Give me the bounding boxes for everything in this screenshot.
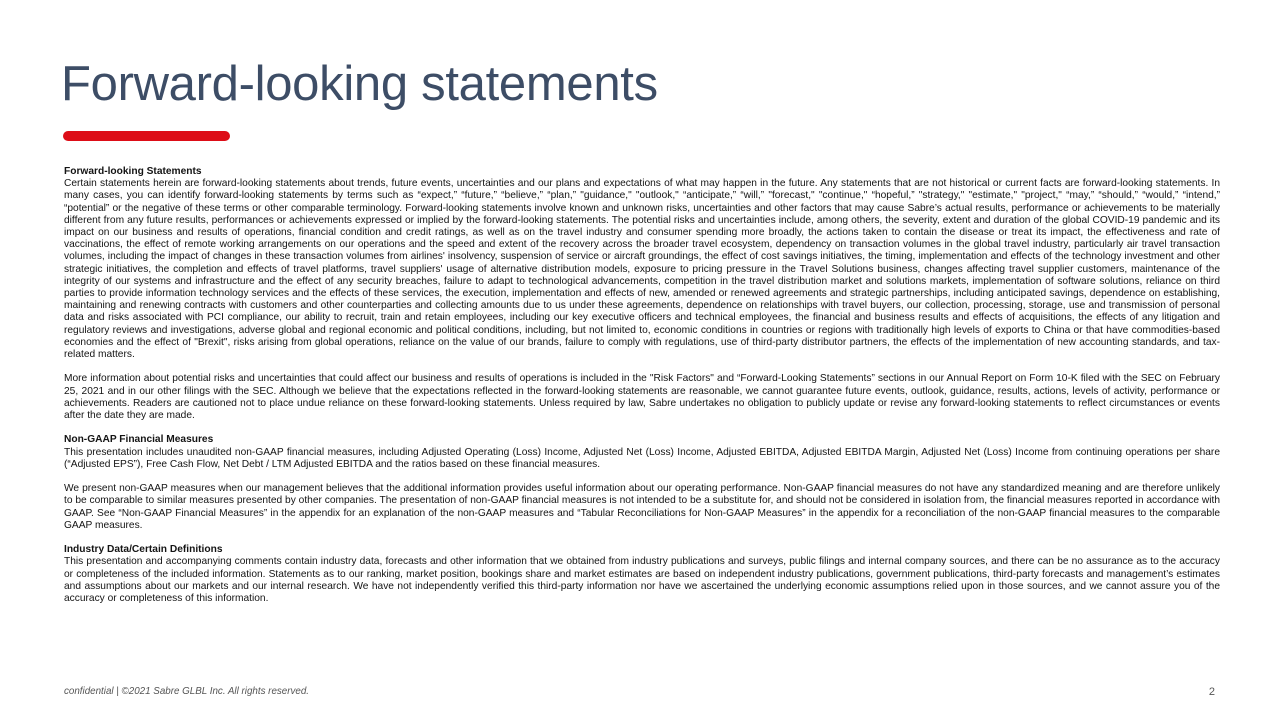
footer-confidential: confidential | ©2021 Sabre GLBL Inc. All rights reserved. [64, 686, 310, 697]
paragraph: We present non-GAAP measures when our management believes that the additional information provides useful information about our operating performance. Non-GAAP financial measures do not have any standardized meaning and are therefore unlikely to be comparable to similar measures presented by other companies. The presentation of non-GAAP financial measures is not intended to be a substitute for, and should not be considered in isolation from, the financial measures reported in accordance with GAAP. See “Non-GAAP Financial Measures” in the appendix for an explanation of the non-GAAP measures and “Tabular Reconciliations for Non-GAAP Measures” in the appendix for a reconciliation of the non-GAAP financial measures to the comparable GAAP measures. [64, 483, 1220, 531]
forward-looking-section [64, 166, 1220, 361]
paragraph: This presentation includes unaudited non-GAAP financial measures, including Adjusted Operating (Loss) Income, Adjusted Net (Loss) Income, Adjusted EBITDA, Adjusted EBITDA Margin, Adjusted Net (Loss) Income from continuing operations per share (“Adjusted EPS”), Free Cash Flow, Net Debt / LTM Adjusted EBITDA and the ratios based on these financial measures. [64, 446, 1220, 470]
risk-info-section [64, 373, 1220, 422]
paragraph: More information about potential risks and uncertainties that could affect our business and results of operations is included in the "Risk Factors" and “Forward-Looking Statements” sections in our Annual Report on Form 10-K filed with the SEC on February 25, 2021 and in our other filings with the SEC. Although we believe that the expectations reflected in the forward-looking statements are reasonable, we cannot guarantee future events, outlook, guidance, results, actions, levels of activity, performance or achievements. Readers are cautioned not to place undue reliance on these forward-looking statements. Unless required by law, Sabre undertakes no obligation to publicly update or revise any forward-looking statements to reflect circumstances or events after the date they are made. [64, 373, 1220, 422]
page-number: 2 [1208, 686, 1215, 698]
paragraph: This presentation and accompanying comments contain industry data, forecasts and other information that we obtained from industry publications and surveys, public filings and internal company sources, and there can be no assurance as to the accuracy or completeness of the included information. Statements as to our ranking, market position, bookings share and market estimates are based on independent industry publications, government publications, third-party forecasts and management’s estimates and assumptions about our markets and our internal research. We have not independently verified this third-party information nor have we ascertained the underlying economic assumptions relied upon in those sources, and we cannot assure you of the accuracy or completeness of this information. [64, 556, 1220, 605]
non-gaap-detail-section [64, 483, 1220, 532]
paragraph: Certain statements herein are forward-looking statements about trends, future events, uncertainties and our plans and expectations of what may happen in the future. Any statements that are not historical or current facts are forward-looking statements. In many cases, you can identify forward-looking statements by terms such as “expect,” “future,” “believe,” “plan,” "guidance," "outlook," “anticipate,” “will,” "forecast," "continue," “hopeful,” "strategy," "estimate," "project," “may,” “should,” “would,” “intend,” “potential” or the negative of these terms or other comparable terminology. Forward-looking statements involve known and unknown risks, uncertainties and other factors that may cause Sabre’s actual results, performance or achievements to be materially different from any future results, performances or achievements expressed or implied by the forward-looking statements. The potential risks and uncertainties include, among others, the severity, extent and duration of the global COVID-19 pandemic and its impact on our business and results of operations, financial condition and credit ratings, as well as on the travel industry and consumer spending more broadly, the actions taken to contain the disease or treat its impact, the effectiveness and rate of vaccinations, the effect of remote working arrangements on our operations and the speed and extent of the recovery across the broader travel ecosystem, dependency on transaction volumes in the global travel industry, particularly air travel transaction volumes, including the impact of changes in these transaction volumes from airlines' insolvency, suspension of service or aircraft groundings, the effect of cost savings initiatives, the timing, implementation and effects of the technology investment and other strategic initiatives, the completion and effects of travel platforms, travel suppliers' usage of alternative distribution models, exposure to pricing pressure in the Travel Solutions business, changes affecting travel supplier customers, maintenance of the integrity of our systems and infrastructure and the effect of any security breaches, failure to adapt to technological advancements, competition in the travel distribution market and solutions markets, implementation of software solutions, reliance on third parties to provide information technology services and the effects of these services, the execution, implementation and effects of new, amended or renewed agreements and strategic partnerships, including anticipated savings, dependence on establishing, maintaining and renewing contracts with customers and other counterparties and collecting amounts due to us under these agreements, dependence on relationships with travel buyers, our collection, processing, storage, use and transmission of personal data and risks associated with PCI compliance, our ability to recruit, train and retain employees, including our key executive officers and technical employees, the financial and business results and effects of acquisitions, the effects of any litigation and regulatory reviews and investigations, adverse global and regional economic and political conditions, including, but not limited to, economic conditions in countries or regions with traditionally high levels of exports to China or that have commodities-based economies and the effect of "Brexit", risks arising from global operations, reliance on the value of our brands, failure to comply with regulations, use of third-party distributor partners, the effects of the implementation of new accounting standards, and tax-related matters. [64, 178, 1220, 361]
section-heading: Forward-looking Statements [64, 166, 202, 177]
disclaimer-body [64, 166, 1220, 617]
non-gaap-section [64, 434, 1220, 471]
accent-bar [63, 131, 230, 141]
section-heading: Non-GAAP Financial Measures [64, 434, 214, 446]
page-title: Forward-looking statements [61, 57, 658, 111]
section-heading: Industry Data/Certain Definitions [64, 544, 223, 556]
industry-data-section [64, 544, 1220, 605]
